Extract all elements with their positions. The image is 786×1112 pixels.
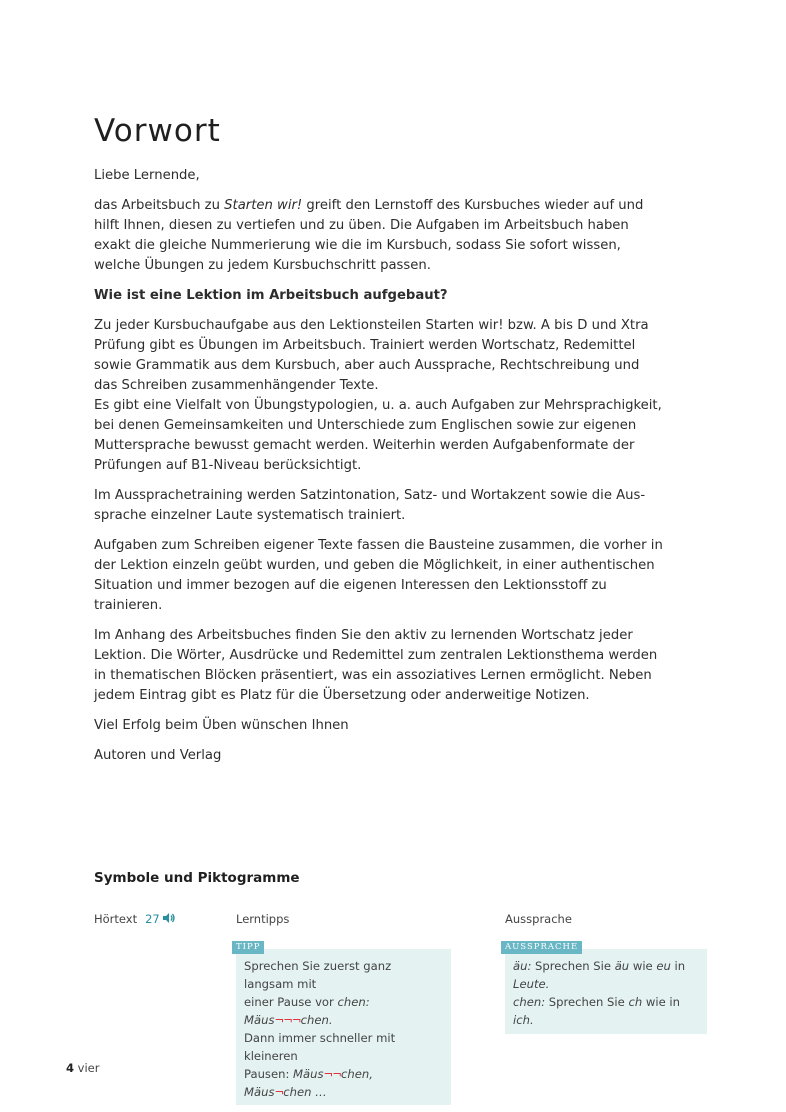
page-title: Vorwort	[94, 112, 221, 149]
pause-marks: ¬¬¬	[274, 1013, 301, 1027]
audio-track-number: 27	[145, 912, 160, 926]
page-number: 4	[66, 1061, 75, 1075]
closing: Viel Erfolg beim Üben wünschen Ihnen	[94, 718, 349, 733]
speaker-icon	[162, 912, 175, 927]
aussprache-box: AUSSPRACHE äu: Sprechen Sie äu wie eu in Leute. chen: Sprechen Sie ch wie in ich.	[505, 949, 707, 1034]
pause-marks: ¬¬	[323, 1067, 341, 1081]
salutation: Liebe Lernende,	[94, 168, 200, 183]
tipp-tag: TIPP	[232, 941, 264, 954]
paragraph-pronunciation: Im Aussprachetraining werden Satzintonation, Satz- und Wortakzent sowie die Aussprache einzelner Laute systematisch trainiert.	[94, 488, 646, 523]
page-number-word: vier	[77, 1061, 100, 1075]
symbols-heading: Symbole und Piktogramme	[94, 870, 300, 886]
pause-marks: ¬	[274, 1085, 284, 1099]
intro-paragraph: das Arbeitsbuch zu Starten wir! greift den Lernstoff des Kursbuches wieder auf und hilft Ihnen, diesen zu vertiefen und zu üben. Die Aufgaben im Arbeitsbuch haben exakt die gleiche Nummerierung wie die im Kursbuch, sodass Sie sofort wissen, welche Übungen zu jedem Kursbuchschritt passen.	[94, 198, 644, 273]
paragraph-lesson-structure: Zu jeder Kursbuchaufgabe aus den Lektionsteilen Starten wir! bzw. A bis D und Xtra Prüfung gibt es Übungen im Arbeitsbuch. Trainiert werden Wortschatz, Redemittel sowie Grammatik aus dem Kursbuch, aber auch Aussprache, Rechtschreibung und das Schreiben zusammenhängender Texte. Es gibt eine Vielfalt von Übungstypologien, u. a. auch Aufgaben zur Mehrsprachigkeit, bei denen Gemeinsamkeiten und Unterschiede zum Englischen sowie zur eigenen Muttersprache bewusst gemacht werden. Weiterhin werden Aufgabenformate der Prüfungen auf B1-Niveau berücksichtigt.	[94, 318, 662, 473]
page-footer	[66, 1061, 99, 1075]
section-heading: Wie ist eine Lektion im Arbeitsbuch aufgebaut?	[94, 288, 448, 303]
aussprache-tag: AUSSPRACHE	[501, 941, 582, 954]
paragraph-writing: Aufgaben zum Schreiben eigener Texte fassen die Bausteine zusammen, die vorher in der Lektion einzeln geübt wurden, und geben die Möglichkeit, in einer authentischen Situation und immer bezogen auf die eigenen Interessen den Lektionsstoff zu trainieren.	[94, 538, 663, 613]
paragraph-appendix: Im Anhang des Arbeitsbuches finden Sie den aktiv zu lernenden Wortschatz jeder Lektion. Die Wörter, Ausdrücke und Redemittel zum zentralen Lektionsthema werden in thematischen Blöcken präsentiert, was ein assoziatives Lernen ermöglicht. Neben jedem Eintrag gibt es Platz für die Übersetzung oder anderweitige Notizen.	[94, 628, 658, 703]
lerntipps-label: Lerntipps	[236, 912, 290, 926]
hoertext-label: Hörtext	[94, 912, 138, 926]
signature: Autoren und Verlag	[94, 748, 222, 763]
aussprache-label: Aussprache	[505, 912, 572, 926]
book-title: Starten wir!	[224, 198, 303, 213]
preface-body	[94, 166, 664, 776]
hoertext-legend	[94, 912, 175, 927]
tipp-box: TIPP Sprechen Sie zuerst ganz langsam mit einer Pause vor chen: Mäus¬¬¬chen. Dann immer schneller mit kleineren Pausen: Mäus¬¬chen, Mäus¬chen …	[236, 949, 451, 1105]
